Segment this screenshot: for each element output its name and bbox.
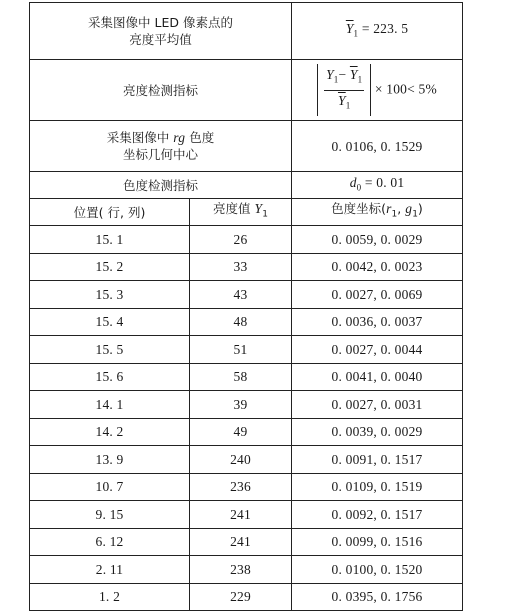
cell-chroma: 0. 0039, 0. 0029	[292, 418, 463, 446]
luminance-index-formula	[292, 60, 463, 121]
chroma-index-label: 色度检测指标	[30, 172, 292, 199]
table-row	[30, 418, 463, 446]
table-row	[30, 336, 463, 364]
header-position: 位置( 行, 列)	[30, 199, 190, 226]
table-row	[30, 583, 463, 611]
table-row	[30, 556, 463, 584]
mean-luminance-row	[30, 3, 463, 60]
num-b: $\overline{Y}$	[349, 66, 358, 82]
luminance-index-row	[30, 60, 463, 121]
chroma-center-label-line1	[30, 129, 291, 146]
cell-lum: 49	[190, 418, 292, 446]
table-row	[30, 363, 463, 391]
cell-pos: 6. 12	[30, 528, 190, 556]
cell-pos: 14. 1	[30, 391, 190, 419]
cell-chroma: 0. 0092, 0. 1517	[292, 501, 463, 529]
data-rows	[30, 226, 463, 611]
cell-lum: 33	[190, 253, 292, 281]
mean-luminance-label	[30, 3, 292, 60]
cell-pos: 10. 7	[30, 473, 190, 501]
cell-pos: 15. 3	[30, 281, 190, 309]
table-row	[30, 473, 463, 501]
cell-pos: 1. 2	[30, 583, 190, 611]
mean-luminance-label-line1: 采集图像中 LED 像素点的	[88, 15, 233, 30]
num-minus: −	[338, 66, 347, 82]
lum-prefix: 亮度值	[213, 201, 251, 217]
num-a: Y	[326, 66, 334, 82]
mean-var: $\overline{Y}$	[345, 20, 354, 36]
formula-fraction	[324, 66, 364, 114]
chroma-prefix: 色度坐标(	[331, 201, 387, 217]
cell-lum: 51	[190, 336, 292, 364]
chroma-r: r	[386, 201, 392, 217]
document-page	[29, 2, 462, 611]
cell-chroma: 0. 0109, 0. 1519	[292, 473, 463, 501]
cell-pos: 15. 5	[30, 336, 190, 364]
table-row	[30, 446, 463, 474]
chroma-center-label-line2: 坐标几何中心	[122, 147, 198, 162]
table-row	[30, 308, 463, 336]
cell-pos: 13. 9	[30, 446, 190, 474]
chroma-suffix: )	[417, 201, 423, 217]
chroma-index-row	[30, 172, 463, 199]
cell-pos: 15. 1	[30, 226, 190, 254]
table-row	[30, 226, 463, 254]
cell-pos: 15. 4	[30, 308, 190, 336]
cell-lum: 240	[190, 446, 292, 474]
mean-value-text: = 223. 5	[361, 20, 409, 36]
cell-chroma: 0. 0041, 0. 0040	[292, 363, 463, 391]
num-b-sub: 1	[357, 74, 363, 85]
chroma-comma: ,	[397, 201, 402, 217]
led-detection-table	[29, 2, 463, 611]
den-var: $\overline{Y}$	[337, 92, 346, 108]
cell-lum: 58	[190, 363, 292, 391]
header-chroma	[292, 199, 463, 226]
cell-chroma: 0. 0099, 0. 1516	[292, 528, 463, 556]
formula-denominator	[338, 91, 350, 115]
lum-var: Y	[254, 201, 263, 217]
abs-value-bars	[317, 64, 371, 116]
mean-var-sub: 1	[353, 28, 359, 39]
mean-luminance-label-line2: 亮度平均值	[129, 32, 192, 47]
formula-tail: × 100< 5%	[374, 81, 437, 97]
chroma-center-row	[30, 121, 463, 172]
center-label-a: 采集图像中	[106, 130, 170, 145]
num-a-sub: 1	[333, 74, 339, 85]
den-sub: 1	[345, 100, 351, 111]
table-row	[30, 281, 463, 309]
cell-chroma: 0. 0042, 0. 0023	[292, 253, 463, 281]
chroma-var-sub: 0	[356, 182, 362, 193]
chroma-var: d	[349, 174, 357, 190]
header-luminance	[190, 199, 292, 226]
cell-lum: 26	[190, 226, 292, 254]
mean-luminance-value	[292, 3, 463, 60]
cell-lum: 229	[190, 583, 292, 611]
center-label-rg: rg	[173, 130, 186, 145]
chroma-index-value	[292, 172, 463, 199]
cell-pos: 14. 2	[30, 418, 190, 446]
cell-lum: 43	[190, 281, 292, 309]
cell-chroma: 0. 0395, 0. 1756	[292, 583, 463, 611]
chroma-g: g	[405, 201, 413, 217]
cell-chroma: 0. 0027, 0. 0069	[292, 281, 463, 309]
cell-pos: 15. 6	[30, 363, 190, 391]
chroma-center-value: 0. 0106, 0. 1529	[292, 121, 463, 172]
table-row	[30, 528, 463, 556]
cell-pos: 2. 11	[30, 556, 190, 584]
luminance-index-label: 亮度检测指标	[30, 60, 292, 121]
table-row	[30, 391, 463, 419]
cell-lum: 236	[190, 473, 292, 501]
cell-chroma: 0. 0036, 0. 0037	[292, 308, 463, 336]
cell-lum: 238	[190, 556, 292, 584]
lum-sub: 1	[262, 209, 268, 220]
cell-chroma: 0. 0100, 0. 1520	[292, 556, 463, 584]
center-label-b: 色度	[189, 130, 215, 145]
cell-pos: 15. 2	[30, 253, 190, 281]
chroma-center-label	[30, 121, 292, 172]
cell-chroma: 0. 0059, 0. 0029	[292, 226, 463, 254]
cell-lum: 48	[190, 308, 292, 336]
cell-lum: 241	[190, 528, 292, 556]
chroma-r-sub: 1	[391, 209, 398, 220]
table-header-row	[30, 199, 463, 226]
cell-pos: 9. 15	[30, 501, 190, 529]
chroma-value-text: = 0. 01	[364, 174, 405, 190]
cell-lum: 241	[190, 501, 292, 529]
cell-chroma: 0. 0027, 0. 0044	[292, 336, 463, 364]
table-row	[30, 501, 463, 529]
cell-chroma: 0. 0027, 0. 0031	[292, 391, 463, 419]
cell-chroma: 0. 0091, 0. 1517	[292, 446, 463, 474]
cell-lum: 39	[190, 391, 292, 419]
formula-numerator	[324, 66, 364, 91]
table-row	[30, 253, 463, 281]
chroma-g-sub: 1	[412, 209, 418, 220]
